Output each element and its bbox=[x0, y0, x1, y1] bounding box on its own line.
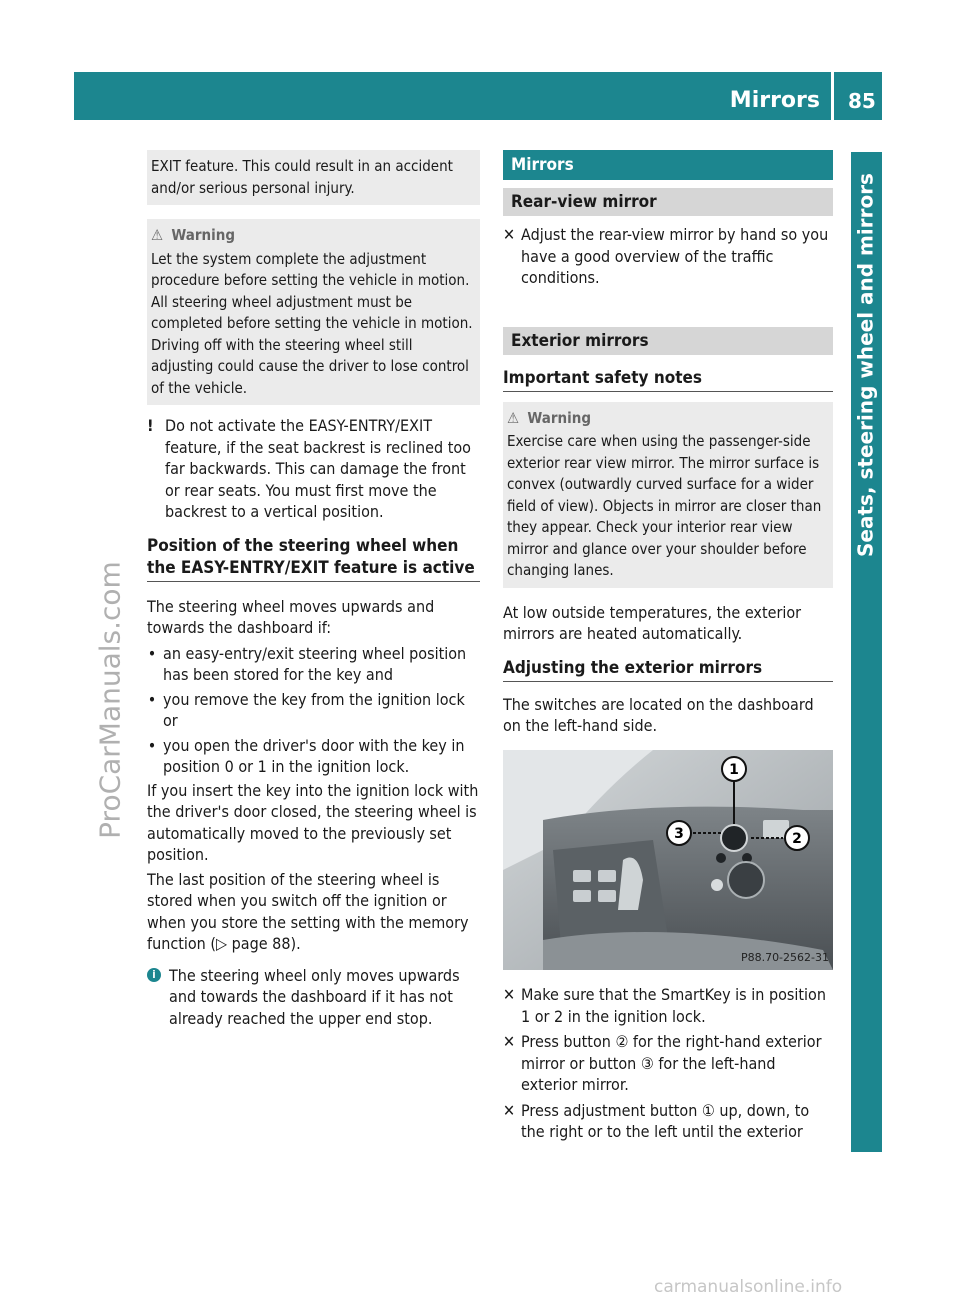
notice-exclamation-icon: ! bbox=[147, 416, 154, 435]
svg-text:2: 2 bbox=[792, 831, 802, 847]
adjustment-steps bbox=[503, 984, 833, 1143]
warning-box-mirrors bbox=[503, 402, 833, 588]
mirror-switch-photo bbox=[503, 750, 833, 970]
step-arrow-icon: ✕ bbox=[503, 1100, 516, 1120]
list-item-text: you remove the key from the ignition lock or bbox=[163, 689, 465, 730]
paragraph-switch-location: The switches are located on the dashboard on the left-hand side. bbox=[503, 694, 814, 735]
step-item bbox=[503, 1100, 833, 1143]
page-title: Mirrors bbox=[729, 88, 820, 113]
list-item-text: you open the driver's door with the key in position 0 or 1 in the ignition lock. bbox=[163, 735, 465, 776]
callout-1 bbox=[722, 757, 746, 781]
exit-continuation-box bbox=[147, 150, 480, 205]
notice-text: Do not activate the EASY-ENTRY/EXIT feature, if the seat backrest is reclined too far backwards. This can damage the front or rear seats. You must first move the backrest to a vertical position. bbox=[165, 416, 471, 521]
subsection-bar-rear-view: Rear-view mirror bbox=[503, 188, 833, 216]
section-heading-steering-position: Position of the steering wheel when the EASY-ENTRY/EXIT feature is active bbox=[147, 535, 480, 582]
chapter-side-tab-label: Seats, steering wheel and mirrors bbox=[853, 173, 878, 557]
bullet-list bbox=[147, 643, 480, 778]
subsection-bar-exterior: Exterior mirrors bbox=[503, 327, 833, 355]
step-text: Make sure that the SmartKey is in position 1 or 2 in the ignition lock. bbox=[521, 985, 826, 1026]
step-arrow-icon: ✕ bbox=[503, 1032, 516, 1051]
photo-caption: P88.70-2562-31 bbox=[740, 950, 829, 964]
svg-text:1: 1 bbox=[729, 762, 739, 778]
right-column bbox=[503, 150, 833, 737]
warning-box-steering bbox=[147, 219, 480, 405]
list-item bbox=[147, 689, 480, 732]
watermark-vertical: ProCarManuals.com bbox=[93, 561, 127, 839]
info-text: The steering wheel only moves upwards and towards the dashboard if it has not already reached the upper end stop. bbox=[169, 965, 460, 1028]
step-item bbox=[503, 1031, 833, 1096]
warning-text: Exercise care when using the passenger-side exterior rear view mirror. The mirror surface is convex (outwardly curved surface for a wider field of view). Objects in mirror are closer than they appear. Check your interior rear view mirror and glance over your shoulder before changing lanes. bbox=[507, 432, 822, 579]
step-item bbox=[503, 984, 833, 1027]
section-bar-mirrors: Mirrors bbox=[503, 150, 833, 180]
list-item-text: an easy-entry/exit steering wheel position has been stored for the key and bbox=[163, 643, 467, 684]
info-icon: i bbox=[147, 968, 161, 982]
bullet-icon: • bbox=[147, 735, 157, 755]
step-arrow-icon: ✕ bbox=[503, 225, 516, 244]
list-item bbox=[147, 735, 480, 778]
list-item bbox=[147, 643, 480, 686]
heading-adjusting-mirrors: Adjusting the exterior mirrors bbox=[503, 657, 833, 682]
warning-text: Let the system complete the adjustment procedure before setting the vehicle in motion. All steering wheel adjustment must be completed before setting the vehicle in motion. Driving off with the steering wheel still adjusting could cause the driver to lose control of the vehicle. bbox=[151, 249, 473, 397]
warning-triangle-icon: ⚠ bbox=[507, 408, 520, 427]
warning-triangle-icon: ⚠ bbox=[151, 226, 164, 244]
notice-block bbox=[147, 415, 480, 523]
page-number: 85 bbox=[848, 89, 876, 113]
warning-title: Warning bbox=[527, 408, 592, 427]
exit-continuation-text: EXIT feature. This could result in an accident and/or serious personal injury. bbox=[151, 157, 453, 197]
paragraph-key-insert: If you insert the key into the ignition lock with the driver's door closed, the steering wheel is automatically moved to the previously set position. bbox=[147, 780, 479, 864]
intro-paragraph: The steering wheel moves upwards and towards the dashboard if: bbox=[147, 596, 435, 637]
info-block bbox=[147, 965, 480, 1030]
step-arrow-icon: ✕ bbox=[503, 985, 516, 1004]
left-column bbox=[147, 150, 480, 1029]
bullet-icon: • bbox=[147, 643, 157, 663]
callout-3 bbox=[667, 821, 691, 845]
paragraph-heated-mirrors: At low outside temperatures, the exterior mirrors are heated automatically. bbox=[503, 602, 802, 643]
header-separator bbox=[831, 72, 834, 120]
step-text: Press adjustment button ① up, down, to the right or to the left until the exterior bbox=[521, 1100, 810, 1141]
step-text: Press button ② for the right-hand exterior mirror or button ③ for the left-hand exterior mirror. bbox=[521, 1032, 822, 1094]
svg-text:3: 3 bbox=[674, 826, 684, 842]
bullet-icon: • bbox=[147, 689, 157, 709]
warning-title: Warning bbox=[171, 226, 236, 244]
paragraph-memory: The last position of the steering wheel is stored when you switch off the ignition or when you store the setting with the memory function (▷ page 88). bbox=[147, 869, 469, 953]
step-item bbox=[503, 224, 833, 289]
step-text: Adjust the rear-view mirror by hand so you have a good overview of the traffic conditions. bbox=[521, 225, 829, 287]
footer-watermark: carmanualsonline.info bbox=[654, 1277, 843, 1297]
mirror-switch-illustration bbox=[503, 750, 833, 970]
callout-2 bbox=[785, 826, 809, 850]
heading-safety-notes: Important safety notes bbox=[503, 367, 833, 392]
